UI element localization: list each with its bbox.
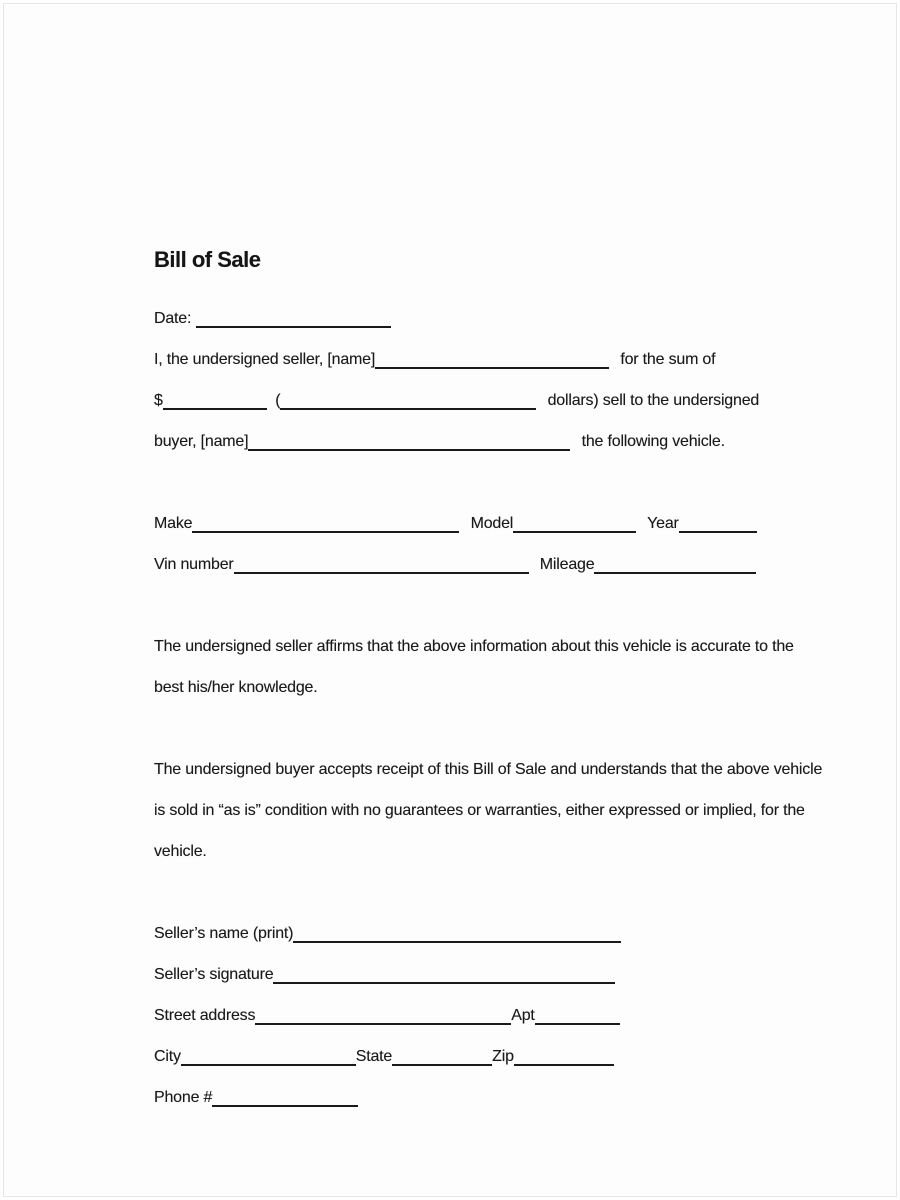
- seller-info-section: [154, 913, 836, 1118]
- buyer-name-line: [154, 421, 836, 462]
- zip-blank-line: [514, 1050, 614, 1066]
- buyer-acceptance-line-2: is sold in “as is” condition with no guarantees or warranties, either expressed or implied, for the: [154, 802, 805, 819]
- city-state-zip-line: [154, 1036, 836, 1077]
- amount-words-blank-line: [280, 394, 536, 410]
- buyer-line-prefix: buyer, [name]: [154, 433, 249, 450]
- buyer-name-blank-line: [248, 435, 570, 451]
- date-blank-line: [196, 312, 391, 328]
- buyer-line-suffix: the following vehicle.: [581, 433, 725, 450]
- mileage-label: Mileage: [539, 556, 595, 573]
- model-blank-line: [513, 517, 636, 533]
- document-body: [4, 4, 896, 1118]
- street-address-line: [154, 995, 836, 1036]
- seller-affirmation-line-2: best his/her knowledge.: [154, 679, 318, 696]
- phone-line: [154, 1077, 836, 1118]
- seller-affirmation-paragraph: [154, 626, 836, 708]
- phone-label: Phone #: [154, 1089, 213, 1106]
- phone-blank-line: [212, 1091, 358, 1107]
- seller-line-prefix: I, the undersigned seller, [name]: [154, 351, 376, 368]
- zip-label: Zip: [492, 1048, 514, 1065]
- make-model-year-line: [154, 503, 836, 544]
- model-label: Model: [470, 515, 514, 532]
- vehicle-section: [154, 503, 836, 585]
- seller-signature-line: [154, 954, 836, 995]
- year-label: Year: [647, 515, 679, 532]
- buyer-acceptance-paragraph: [154, 749, 836, 872]
- vin-label: Vin number: [154, 556, 234, 573]
- apt-blank-line: [535, 1009, 620, 1025]
- vin-mileage-line: [154, 544, 836, 585]
- dollar-sign-label: $: [154, 392, 163, 409]
- amount-line: [154, 380, 836, 421]
- seller-printed-name-line: [154, 913, 836, 954]
- open-paren-label: (: [275, 392, 281, 409]
- mileage-blank-line: [594, 558, 756, 574]
- date-line: [154, 298, 836, 339]
- date-label: Date:: [154, 310, 192, 327]
- seller-affirmation-line-1: The undersigned seller affirms that the above information about this vehicle is accurate to the: [154, 638, 794, 655]
- make-blank-line: [192, 517, 459, 533]
- document-page: [3, 3, 897, 1197]
- seller-name-blank-line: [375, 353, 609, 369]
- city-blank-line: [181, 1050, 356, 1066]
- city-label: City: [154, 1048, 181, 1065]
- seller-printed-name-blank-line: [293, 927, 621, 943]
- street-address-blank-line: [255, 1009, 511, 1025]
- buyer-acceptance-line-1: The undersigned buyer accepts receipt of this Bill of Sale and understands that the above vehicle: [154, 761, 823, 778]
- seller-printed-name-label: Seller’s name (print): [154, 925, 294, 942]
- state-label: State: [355, 1048, 393, 1065]
- year-blank-line: [679, 517, 757, 533]
- seller-name-line: [154, 339, 836, 380]
- apt-label: Apt: [511, 1007, 535, 1024]
- intro-section: [154, 298, 836, 462]
- seller-signature-label: Seller’s signature: [154, 966, 274, 983]
- make-label: Make: [154, 515, 193, 532]
- seller-line-suffix: for the sum of: [620, 351, 716, 368]
- state-blank-line: [392, 1050, 492, 1066]
- vin-blank-line: [234, 558, 529, 574]
- seller-signature-blank-line: [273, 968, 615, 984]
- amount-line-suffix: dollars) sell to the undersigned: [547, 392, 760, 409]
- street-address-label: Street address: [154, 1007, 256, 1024]
- amount-numeric-blank-line: [163, 394, 267, 410]
- buyer-acceptance-line-3: vehicle.: [154, 843, 207, 860]
- document-title: Bill of Sale: [154, 247, 261, 272]
